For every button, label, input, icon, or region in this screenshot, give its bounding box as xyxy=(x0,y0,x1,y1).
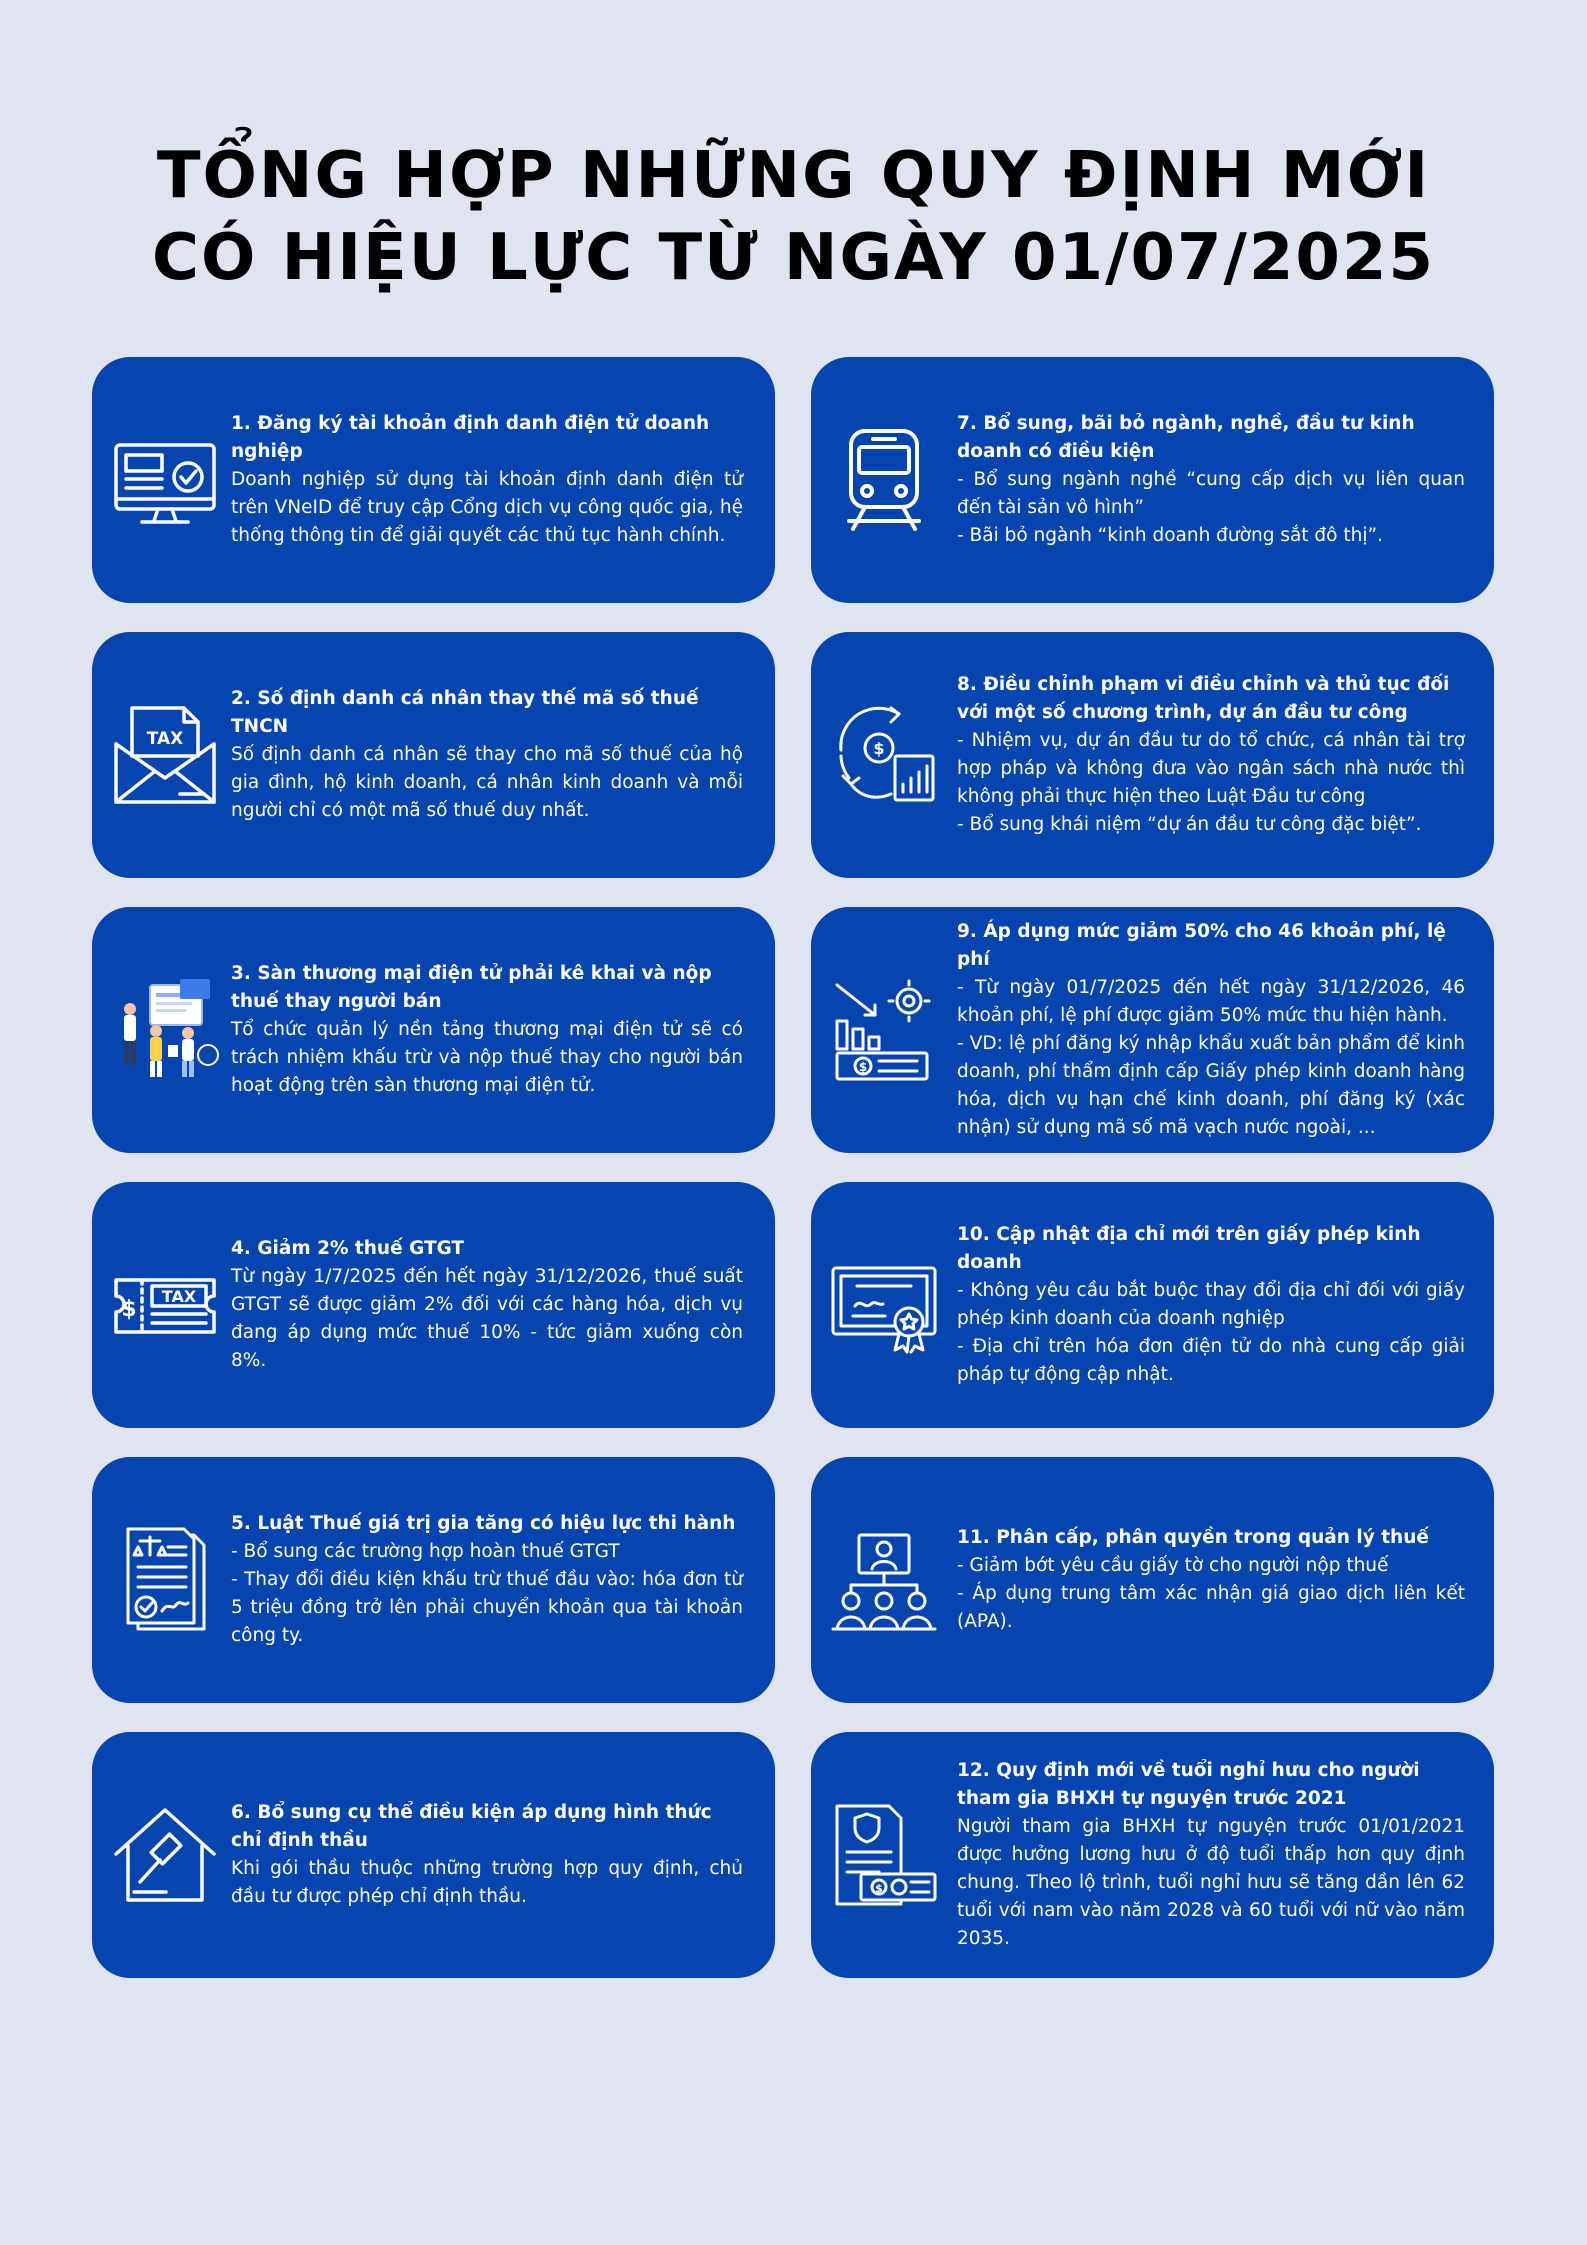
card-title: 3. Sàn thương mại điện tử phải kê khai và nộp thuế thay người bán xyxy=(231,963,712,1012)
card-text: - Không yêu cầu bắt buộc thay đổi địa chỉ đối với giấy phép kinh doanh của doanh nghiệp - Địa chỉ trên hóa đơn điện tử do nhà cung cấp giải pháp tự động cập nhật. xyxy=(957,1280,1465,1385)
rule-card-7 xyxy=(811,357,1494,603)
card-text: - Bổ sung các trường hợp hoàn thuế GTGT - Thay đổi điều kiện khấu trừ thuế đầu vào: hóa đơn từ 5 triệu đồng trở lên phải chuyển khoản qua tài khoản công ty. xyxy=(231,1541,743,1646)
card-text: - Nhiệm vụ, dự án đầu tư do tổ chức, cá nhân tài trợ hợp pháp và không đưa vào ngân sách nhà nước thì không phải thực hiện theo Luật Đầu tư công - Bổ sung khái niệm “dự án đầu tư công đặc biệt”. xyxy=(957,730,1465,835)
ecommerce-people-illustration-icon xyxy=(110,975,220,1085)
page-title-line-2: CÓ HIỆU LỰC TỪ NGÀY 01/07/2025 xyxy=(151,221,1436,295)
card-title: 12. Quy định mới về tuổi nghỉ hưu cho người tham gia BHXH tự nguyện trước 2021 xyxy=(957,1760,1420,1809)
rule-card-12 xyxy=(811,1732,1494,1978)
svg-text:$: $ xyxy=(873,739,885,758)
card-title: 7. Bổ sung, bãi bỏ ngành, nghề, đầu tư kinh doanh có điều kiện xyxy=(957,413,1415,462)
rule-card-4 xyxy=(92,1182,775,1428)
card-text: Người tham gia BHXH tự nguyện trước 01/01/2021 được hưởng lương hưu ở độ tuổi thấp hơn quy định chung. Theo lộ trình, tuổi nghỉ hưu sẽ tăng dần lên 62 tuổi với nam vào năm 2028 và 60 tuổi với nữ vào năm 2035. xyxy=(957,1816,1465,1949)
svg-text:$: $ xyxy=(875,1882,883,1895)
svg-text:$: $ xyxy=(858,1060,868,1074)
card-title: 9. Áp dụng mức giảm 50% cho 46 khoản phí, lệ phí xyxy=(957,921,1446,970)
card-title: 2. Số định danh cá nhân thay thế mã số thuế TNCN xyxy=(231,688,699,737)
investment-cycle-icon xyxy=(829,700,939,810)
rule-card-1 xyxy=(92,357,775,603)
rule-card-10 xyxy=(811,1182,1494,1428)
card-text: - Giảm bớt yêu cầu giấy tờ cho người nộp thuế - Áp dụng trung tâm xác nhận giá giao dịch liên kết (APA). xyxy=(957,1555,1465,1632)
computer-check-icon xyxy=(110,425,220,535)
card-title: 6. Bổ sung cụ thể điều kiện áp dụng hình thức chỉ định thầu xyxy=(231,1802,712,1851)
card-title: 8. Điều chỉnh phạm vi điều chỉnh và thủ tục đối với một số chương trình, dự án đầu tư công xyxy=(957,674,1450,723)
rule-card-11 xyxy=(811,1457,1494,1703)
card-title: 4. Giảm 2% thuế GTGT xyxy=(231,1238,465,1259)
svg-text:$: $ xyxy=(121,1297,137,1322)
hierarchy-people-icon xyxy=(829,1525,939,1635)
certificate-icon xyxy=(829,1250,939,1360)
train-icon xyxy=(829,425,939,535)
card-text: Tổ chức quản lý nền tảng thương mại điện tử sẽ có trách nhiệm khấu trừ và nộp thuế thay cho người bán hoạt động trên sàn thương mại điện tử. xyxy=(231,1019,743,1096)
rule-card-9 xyxy=(811,907,1494,1153)
house-gavel-icon xyxy=(110,1800,220,1910)
rule-card-6 xyxy=(92,1732,775,1978)
card-text: Khi gói thầu thuộc những trường hợp quy định, chủ đầu tư được phép chỉ định thầu. xyxy=(231,1858,743,1907)
svg-text:TAX: TAX xyxy=(146,729,184,749)
card-text: Số định danh cá nhân sẽ thay cho mã số thuế của hộ gia đình, hộ kinh doanh, cá nhân kinh doanh và mỗi người chỉ có một mã số thuế duy nhất. xyxy=(231,744,743,821)
page-title-line-1: TỔNG HỢP NHỮNG QUY ĐỊNH MỚI xyxy=(156,139,1431,213)
rule-card-3 xyxy=(92,907,775,1153)
card-text: - Bổ sung ngành nghề “cung cấp dịch vụ liên quan đến tài sản vô hình” - Bãi bỏ ngành “kinh doanh đường sắt đô thị”. xyxy=(957,469,1465,546)
card-title: 1. Đăng ký tài khoản định danh điện tử doanh nghiệp xyxy=(231,413,710,462)
rule-card-5 xyxy=(92,1457,775,1703)
card-text: - Từ ngày 01/7/2025 đến hết ngày 31/12/2026, 46 khoản phí, lệ phí được giảm 50% mức thu hiện hành. - VD: lệ phí đăng ký nhập khẩu xuất bản phẩm để kinh doanh, phí thẩm định cấp Giấy phép kinh doanh hàng hóa, dịch vụ hạn chế kinh doanh, phí đăng ký (xác nhận) sử dụng mã số mã vạch nước ngoài, ... xyxy=(957,977,1465,1138)
card-title: 11. Phân cấp, phân quyền trong quản lý thuế xyxy=(957,1527,1429,1548)
rule-card-2 xyxy=(92,632,775,878)
law-document-icon xyxy=(110,1525,220,1635)
card-text: Doanh nghiệp sử dụng tài khoản định danh điện tử trên VNeID để truy cập Cổng dịch vụ công quốc gia, hệ thống thông tin để giải quyết các thủ tục hành chính. xyxy=(231,469,743,546)
card-text: Từ ngày 1/7/2025 đến hết ngày 31/12/2026, thuế suất GTGT sẽ được giảm 2% đối với các hàng hóa, dịch vụ đang áp dụng mức thuế 10% - tức giảm xuống còn 8%. xyxy=(231,1266,743,1371)
page-title xyxy=(0,135,1587,299)
tax-ticket-icon xyxy=(110,1250,220,1360)
tax-envelope-icon xyxy=(110,700,220,810)
svg-text:TAX: TAX xyxy=(161,1287,197,1306)
card-title: 5. Luật Thuế giá trị gia tăng có hiệu lực thi hành xyxy=(231,1513,736,1534)
declining-cost-chart-icon xyxy=(829,975,939,1085)
card-title: 10. Cập nhật địa chỉ mới trên giấy phép kinh doanh xyxy=(957,1224,1421,1273)
rule-card-8 xyxy=(811,632,1494,878)
insurance-document-money-icon xyxy=(829,1800,939,1910)
